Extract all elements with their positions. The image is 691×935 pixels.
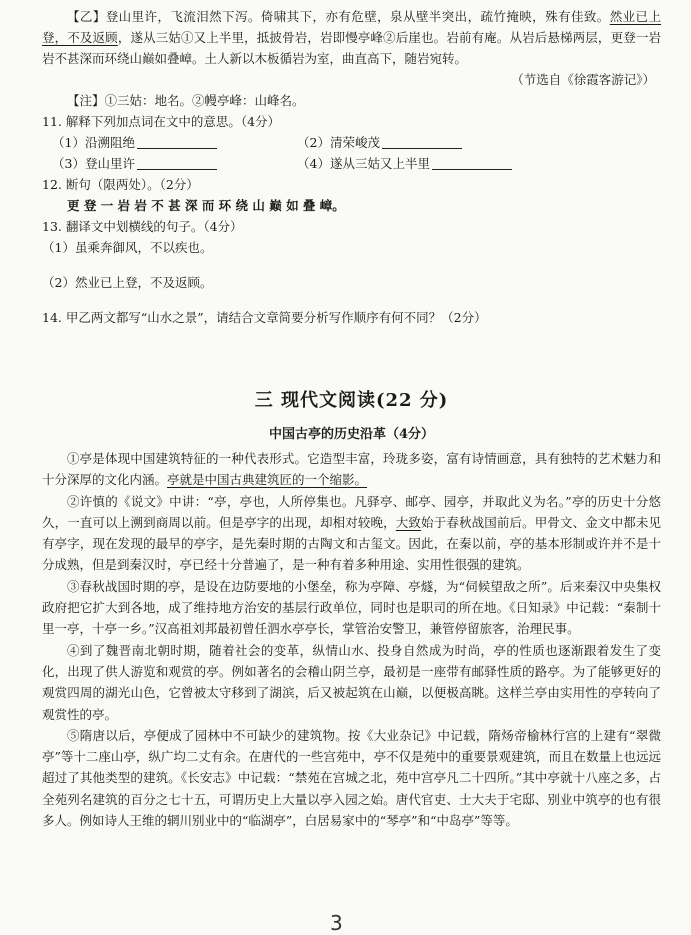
question-14: 14. 甲乙两文都写“山水之景”，请结合文章简要分析写作顺序有何不同？（2分） bbox=[42, 310, 487, 325]
q11-item-2: （2）清荣峻茂 bbox=[297, 135, 380, 150]
article-paragraph-4: ④到了魏晋南北朝时期，随着社会的变革，纵情山水、投身自然成为时尚，亭的性质也逐渐跟着发生了变化，出现了供人游览和观赏的亭。例如著名的会稽山阴兰亭，最初是一座带有邮驿性质的路亭。为了能够更好的观赏四周的湖光山色，它曾被太守移到了湖滨，后又被起筑在山巅，以便极高眺。这样兰亭由实用性的亭转向了观赏性的亭。 bbox=[42, 642, 661, 722]
passage-underlined-sentence: 然业已上登，不及返顾 bbox=[42, 9, 661, 45]
q11-item-3: （3）登山里许 bbox=[52, 156, 135, 171]
q11-item-1: （1）沿溯阻绝 bbox=[52, 135, 135, 150]
page-number: 3 bbox=[330, 911, 343, 935]
article-paragraph-5: ⑤隋唐以后，亭便成了园林中不可缺少的建筑物。按《大业杂记》中记载，隋炀帝榆林行宫的上建有“翠微亭”等十二座山亭，纵广均二丈有余。在唐代的一些宫苑中，亭不仅是苑中的重要景观建筑，而且在数量上也远远超过了其他类型的建筑。《长安志》中记载：“禁苑在宫城之北，苑中宫亭凡二十四所。”其中亭就十八座之多，占全苑列名建筑的百分之七十五，可谓历史上大量以亭入园之始。唐代官吏、士大夫于宅邸、别业中筑亭的也有很多人。例如诗人王维的辋川别业中的“临湖亭”，白居易家中的“琴亭”和“中岛亭”等等。 bbox=[42, 727, 661, 829]
question-12: 12. 断句（限两处）。（2分） bbox=[42, 177, 199, 192]
classical-passage bbox=[42, 6, 661, 69]
question-13: 13. 翻译文中划横线的句子。（4分） bbox=[42, 219, 243, 234]
article bbox=[42, 424, 661, 831]
underlined-sentence: 亭就是中国古典建筑匠的一个缩影。 bbox=[167, 472, 368, 488]
q11-row-1 bbox=[42, 132, 661, 153]
q13-item-1: （1）虽乘奔御风，不以疾也。 bbox=[42, 240, 213, 255]
q12-sentence: 更 登 一 岩 岩 不 甚 深 而 环 绕 山 巅 如 叠 嶂。 bbox=[67, 198, 345, 213]
section-title: 三 现代文阅读(22 分) bbox=[254, 390, 449, 411]
passage-text-rest: ，遂从三姑①又上半里，抵披骨岩，岩即慢亭峰②后崖也。岩前有庵。从岩后悬梯两层，更登一岩岩不甚深而环绕山巅如叠嶂。土人新以木板循岩为室，曲直高下，随岩宛转。 bbox=[42, 30, 661, 66]
article-paragraph-1: ①亭是体现中国建筑特征的一种代表形式。它造型丰富，玲珑多姿，富有诗情画意，具有独特的艺术魅力和十分深厚的文化内涵。亭就是中国古典建筑匠的一个缩影。 bbox=[42, 451, 661, 488]
passage-source: （节选自《徐霞客游记》） bbox=[511, 72, 655, 87]
article-paragraph-2: ②许慎的《说文》中讲：“亭，亭也，人所停集也。凡驿亭、邮亭、园亭，并取此义为名。”亭的历史十分悠久，一直可以上溯到商周以前。但是亭字的出现，却相对较晚，大致始于春秋战国前后。甲骨文、金文中都未见有亭字，现在发现的最早的亭字，是先秦时期的古陶文和古玺文。因此，在秦以前，亭的基本形制或许并不是十分成熟，但是到秦汉时，亭已经十分普遍了，是一种有着多种用途、实用性很强的建筑。 bbox=[42, 493, 661, 573]
answer-blank[interactable] bbox=[432, 155, 512, 170]
q13-item-2: （2）然业已上登，不及返顾。 bbox=[42, 275, 213, 290]
q11-row-2 bbox=[42, 153, 661, 174]
answer-blank[interactable] bbox=[137, 155, 217, 170]
answer-blank[interactable] bbox=[137, 134, 217, 149]
question-11: 11. 解释下列加点词在文中的意思。（4分） bbox=[42, 114, 281, 129]
passage-text: 【乙】登山里许，飞流泪然下泻。倚啸其下，亦有危壁，泉从壁半突出，疏竹掩映，殊有佳致。 bbox=[67, 9, 610, 24]
article-paragraph-3: ③春秋战国时期的亭，是设在边防要地的小堡垒，称为亭障、亭燧，为“伺候望敌之所”。后来秦汉中央集权政府把它扩大到各地，成了维持地方治安的基层行政单位，同时也是职司的所在地。《日知录》中记载：“秦制十里一亭，十亭一乡。”汉高祖刘邦最初曾任泗水亭亭长，掌管治安警卫，兼管停留旅客，治理民事。 bbox=[42, 578, 661, 637]
article-title: 中国古亭的历史沿革（4分） bbox=[268, 427, 435, 442]
answer-blank[interactable] bbox=[382, 134, 462, 149]
q11-item-4: （4）遂从三姑又上半里 bbox=[297, 156, 430, 171]
passage-note: 【注】①三姑：地名。②幔亭峰：山峰名。 bbox=[67, 93, 305, 108]
underlined-word: 大致 bbox=[395, 514, 422, 530]
